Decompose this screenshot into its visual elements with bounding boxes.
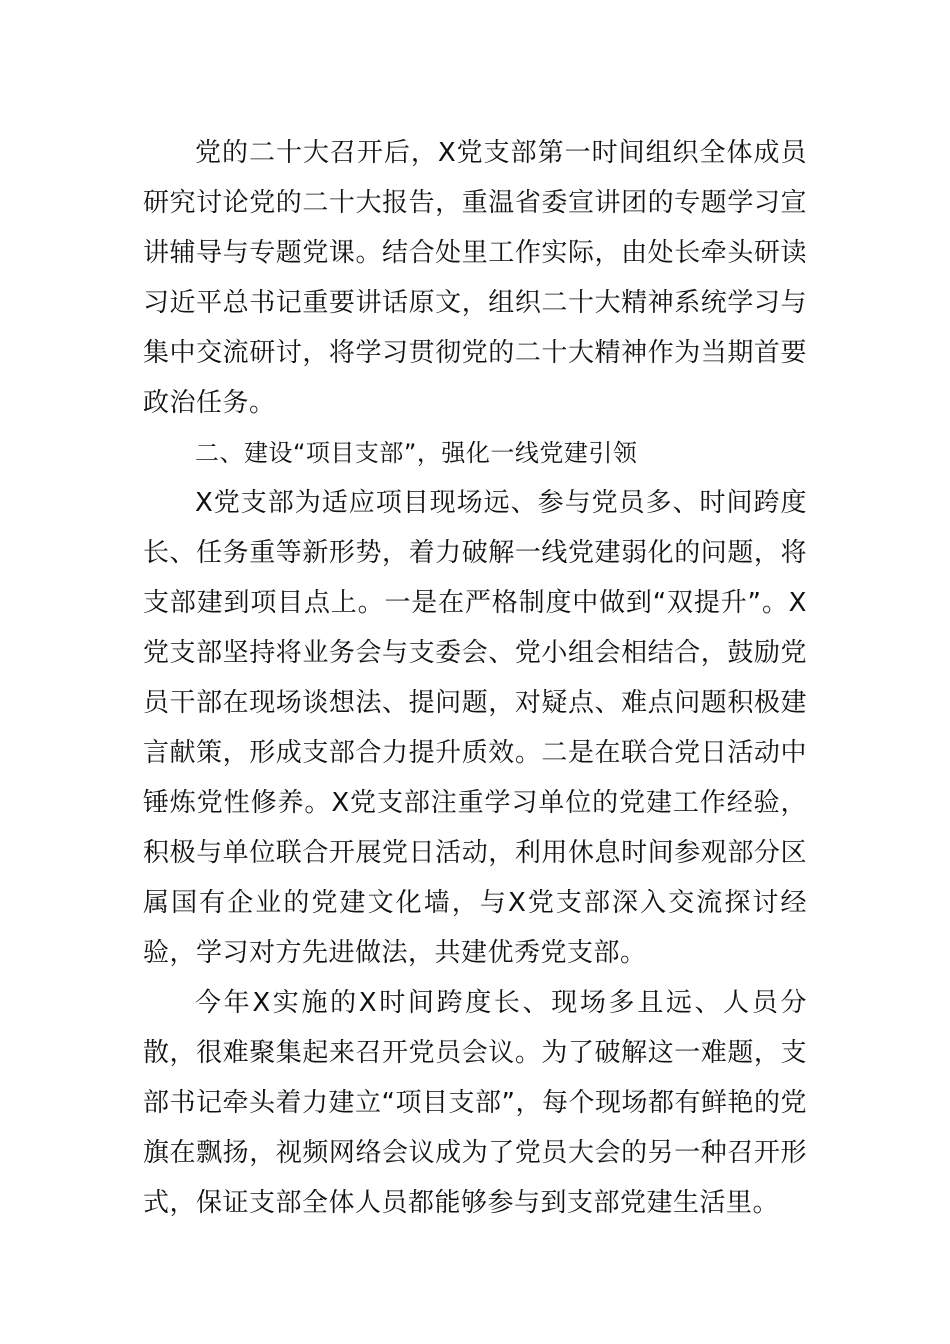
- section-heading: 二、建设“项目支部”，强化一线党建引领: [195, 439, 638, 467]
- paragraph-study-report: 党的二十大召开后，X党支部第一时间组织全体成员研究讨论党的二十大报告，重温省委宣讲团的专题学习宣讲辅导与专题党课。结合处里工作实际，由处长牵头研读习近平总书记重要讲话原文，组织二十大精神系统学习与集中交流研讨，将学习贯彻党的二十大精神作为当期首要政治任务。: [143, 138, 807, 418]
- paragraph-video-meetings: 今年X实施的X时间跨度长、现场多且远、人员分散，很难聚集起来召开党员会议。为了破解这一难题，支部书记牵头着力建立“项目支部”，每个现场都有鲜艳的党旗在飘扬，视频网络会议成为了党员大会的另一种召开形式，保证支部全体人员都能够参与到支部党建生活里。: [143, 988, 807, 1218]
- paragraph-project-branch: X党支部为适应项目现场远、参与党员多、时间跨度长、任务重等新形势，着力破解一线党建弱化的问题，将支部建到项目点上。一是在严格制度中做到“双提升”。X党支部坚持将业务会与支委会、党小组会相结合，鼓励党员干部在现场谈想法、提问题，对疑点、难点问题积极建言献策，形成支部合力提升质效。二是在联合党日活动中锤炼党性修养。X党支部注重学习单位的党建工作经验，积极与单位联合开展党日活动，利用休息时间参观部分区属国有企业的党建文化墙，与X党支部深入交流探讨经验，学习对方先进做法，共建优秀党支部。: [143, 488, 807, 968]
- document-body: [143, 128, 807, 1228]
